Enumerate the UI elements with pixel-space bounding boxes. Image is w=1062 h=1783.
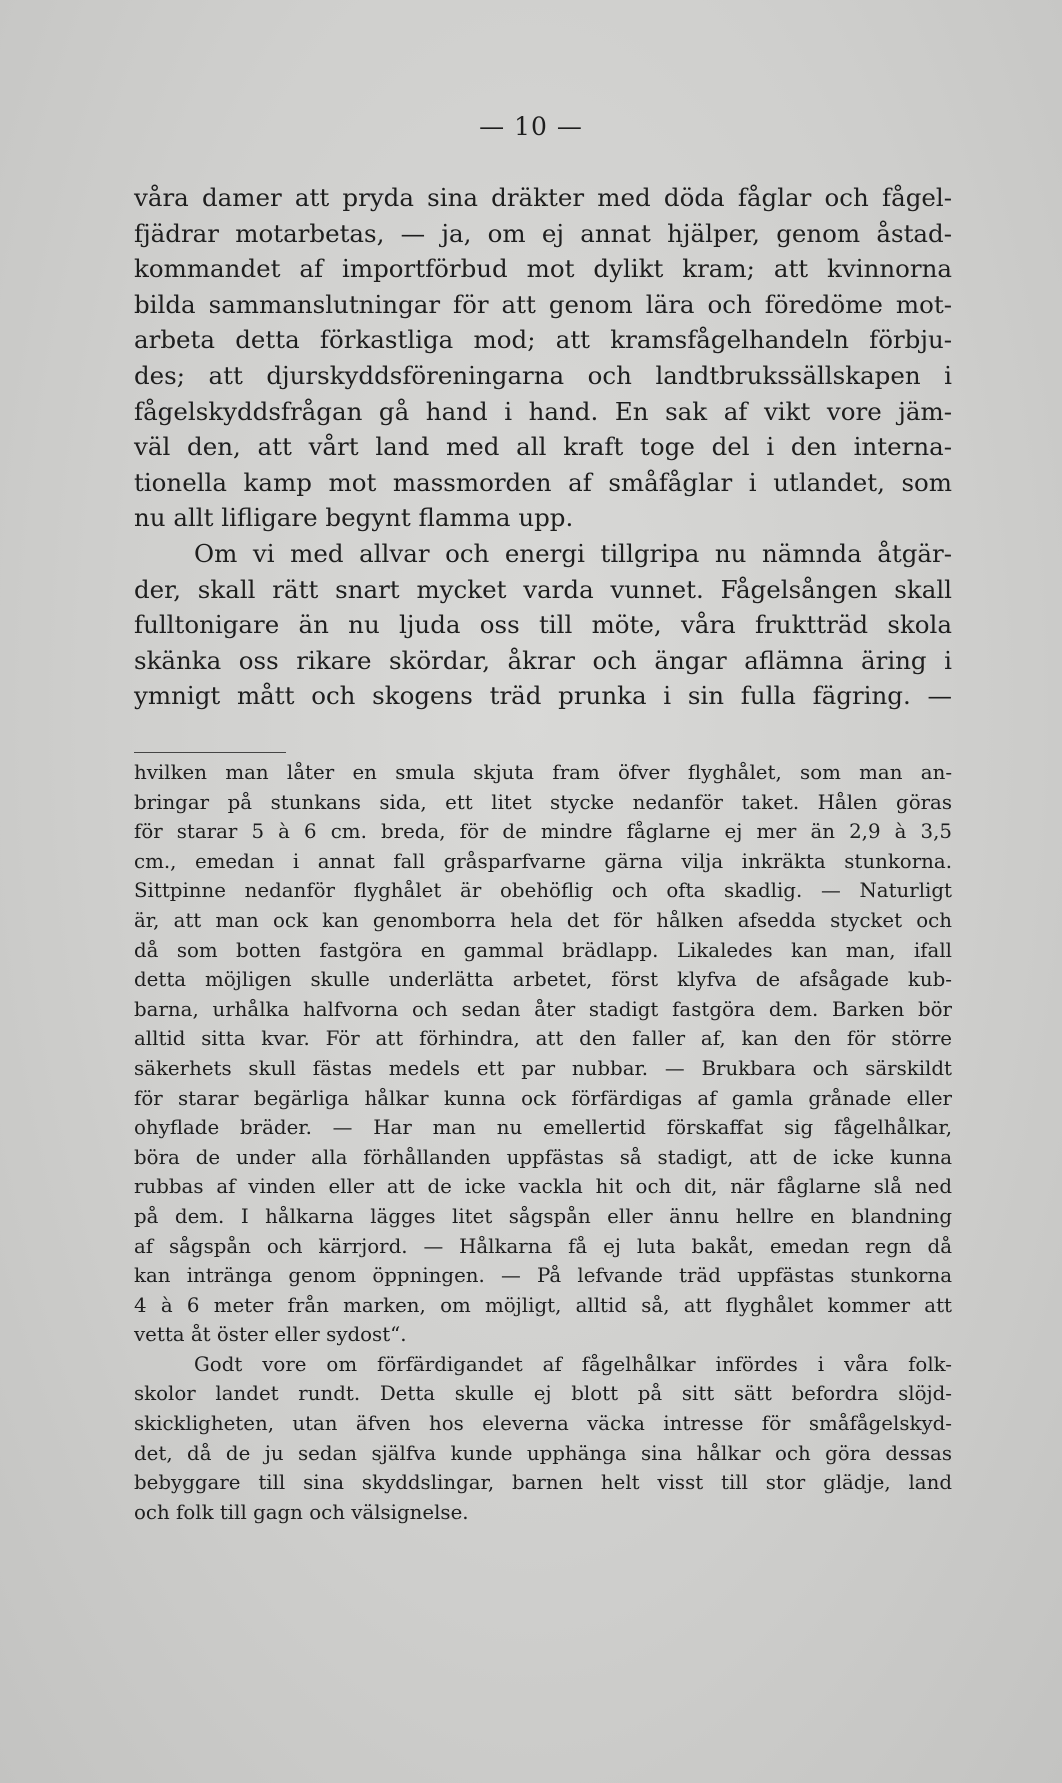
main-text-line: fjädrar motarbetas, — ja, om ej annat hjälper, genom åstad- [134, 218, 952, 248]
footnote-line: barna, urhålka halfvorna och sedan åter stadigt fastgöra dem. Barken bör [134, 997, 952, 1021]
footnote-line: kan inträngа genom öppningen. — På lefvande träd uppfästas stunkorna [134, 1264, 952, 1288]
main-text-line: bilda sammanslutningar för att genom lära och föredöme mot- [134, 289, 952, 319]
footnote-line: vetta åt öster eller sydost“. [134, 1323, 407, 1347]
footnote-line: Godt vore om förfärdigandet af fågelhålkar infördes i våra folk- [194, 1352, 952, 1376]
footnote-line: 4 à 6 meter från marken, om möjligt, alltid så, att flyghålet kommer att [134, 1293, 952, 1317]
footnote-line: då som botten fastgöra en gammal brädlapp. Likaledes kan man, ifall [134, 938, 952, 962]
footnote-line: detta möjligen skulle underlätta arbetet, först klyfva de afsågade kub- [134, 968, 952, 992]
footnote-line: och folk till gagn och välsignelse. [134, 1500, 469, 1524]
main-text-line: väl den, att vårt land med all kraft toge del i den interna- [134, 432, 952, 462]
main-text-line: fågelskyddsfrågan gå hand i hand. En sak af vikt vore jäm- [134, 396, 952, 426]
main-text-line: våra damer att pryda sina dräkter med döda fåglar och fågel- [134, 183, 952, 212]
main-text-line: nu allt lifligare begynt flamma upp. [134, 503, 574, 533]
footnote-line: skickligheten, utan äfven hos eleverna väcka intresse för småfågelskyd- [134, 1412, 952, 1436]
page-number: — 10 — [479, 112, 583, 141]
main-text-line: fulltonigare än nu ljuda oss till möte, våra fruktträd skola [134, 610, 952, 640]
main-text [134, 180, 952, 714]
footnote-line: bringar på stunkans sida, ett litet stycke nedanför taket. Hålen göras [134, 790, 952, 814]
footnote-text [134, 758, 952, 1527]
footnote-line: rubbas af vinden eller att de icke vackla hit och dit, när fåglarne slå ned [134, 1175, 952, 1199]
footnote-line: för starar 5 à 6 cm. breda, för de mindre fåglarne ej mer än 2,9 à 3,5 [134, 820, 952, 844]
footnote-line: hvilken man låter en smula skjuta fram öfver flyghålet, som man an- [134, 761, 952, 784]
footnote-line: för starar begärliga hålkar kunna ock förfärdigas af gamla grånade eller [134, 1086, 952, 1110]
footnote-line: skolor landet rundt. Detta skulle ej blott på sitt sätt befordra slöjd- [134, 1382, 952, 1406]
footnote-line: Sittpinne nedanför flyghålet är obehöflig och ofta skadlig. — Naturligt [134, 879, 952, 903]
footnote-line: bebyggare till sina skyddslingar, barnen helt visst till stor glädje, land [134, 1471, 952, 1495]
main-text-line: des; att djurskyddsföreningarna och landtbrukssällskapen i [134, 360, 952, 390]
footnote-line: säkerhets skull fästas medels ett par nubbar. — Brukbara och särskildt [134, 1056, 952, 1080]
main-text-line: arbeta detta förkastliga mod; att kramsfågelhandeln förbju- [134, 325, 952, 355]
footnote-line: af sågspån och kärrjord. — Hålkarna få ej luta bakåt, emedan regn då [134, 1234, 952, 1258]
footnote-line: alltid sitta kvar. För att förhindra, att den faller af, kan den för större [134, 1027, 952, 1051]
footnote-line: ohyflade bräder. — Har man nu emellertid förskaffat sig fågelhålkar, [134, 1116, 952, 1140]
main-text-line: tionella kamp mot massmorden af småfåglar i utlandet, som [134, 467, 952, 497]
main-text-line: Om vi med allvar och energi tillgripa nu nämnda åtgär- [194, 538, 952, 568]
footnote-line: cm., emedan i annat fall gråsparfvarne gärna vilja inkräkta stunkorna. [134, 849, 952, 873]
footnote-line: på dem. I hålkarna lägges litet sågspån eller ännu hellre en blandning [134, 1204, 952, 1228]
footnote-line: är, att man ock kan genomborra hela det för hålken afsedda stycket och [134, 908, 952, 932]
footnote-line: det, då de ju sedan själfva kunde upphänga sina hålkar och göra dessas [134, 1441, 952, 1465]
main-text-line: kommandet af importförbud mot dylikt kram; att kvinnorna [134, 254, 952, 284]
footnote-line: böra de under alla förhållanden uppfästas så stadigt, att de icke kunna [134, 1145, 952, 1169]
footnote-divider [134, 752, 286, 753]
main-text-line: der, skall rätt snart mycket varda vunnet. Fågelsången skall [134, 574, 952, 604]
main-text-line: skänka oss rikare skördar, åkrar och ängar aflämna äring i [134, 645, 952, 675]
main-text-line: ymnigt mått och skogens träd prunka i sin fulla fägring. — [134, 681, 952, 711]
